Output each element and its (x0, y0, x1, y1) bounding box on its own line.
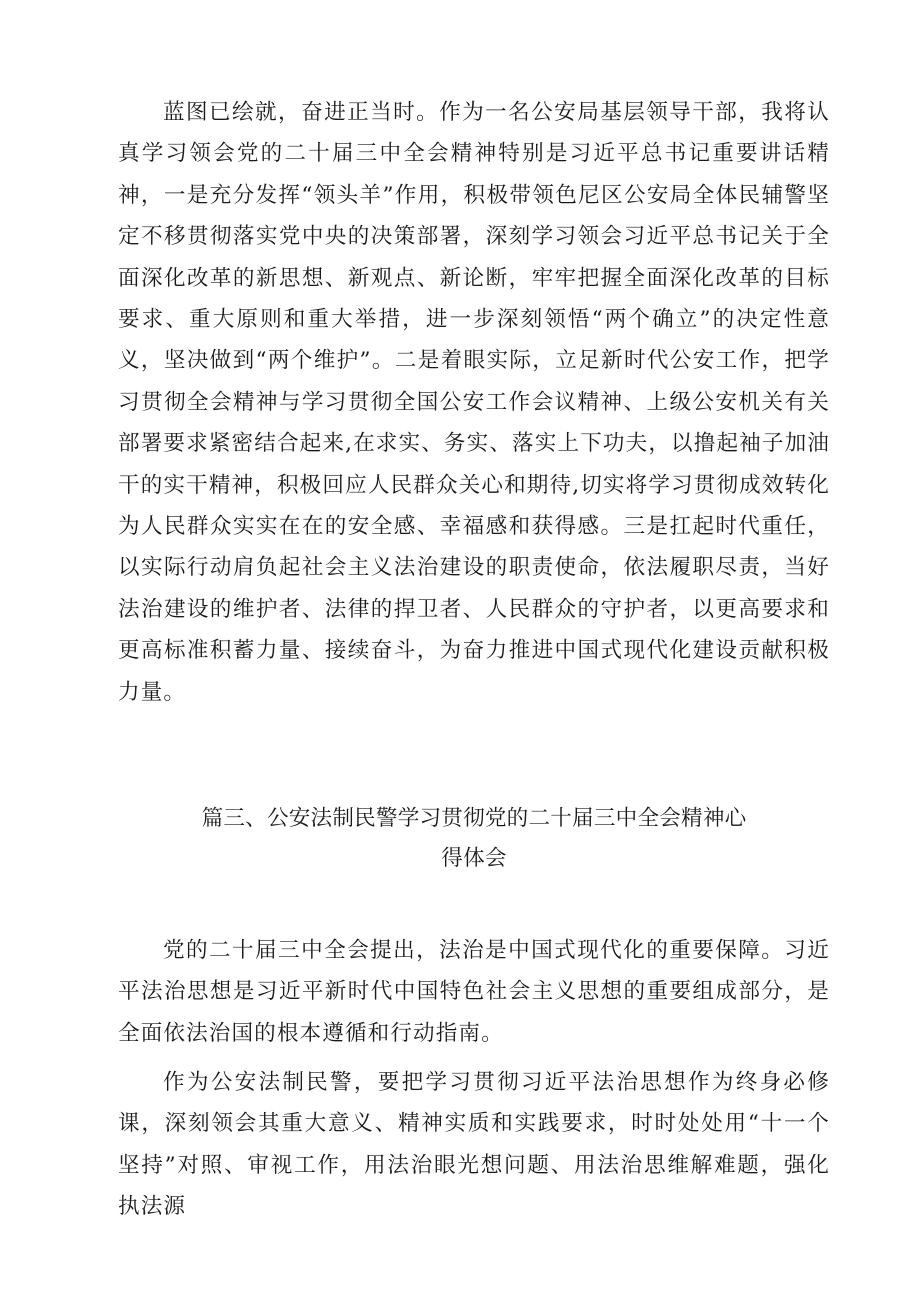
body-paragraph-3: 作为公安法制民警，要把学习贯彻习近平法治思想作为终身必修课，深刻领会其重大意义、精神实质和实践要求，时时处处用“十一个坚持”对照、审视工作，用法治眼光想问题、用法治思维解难题，强化执法源 (118, 1070, 830, 1220)
body-paragraph-1: 蓝图已绘就，奋进正当时。作为一名公安局基层领导干部，我将认真学习领会党的二十届三中全会精神特别是习近平总书记重要讲话精神，一是充分发挥“领头羊”作用，积极带领色尼区公安局全体民辅警坚定不移贯彻落实党中央的决策部署，深刻学习领会习近平总书记关于全面深化改革的新思想、新观点、新论断，牢牢把握全面深化改革的目标要求、重大原则和重大举措，进一步深刻领悟“两个确立”的决定性意义，坚决做到“两个维护”。二是着眼实际，立足新时代公安工作，把学习贯彻全会精神与学习贯彻全国公安工作会议精神、上级公安机关有关部署要求紧密结合起来,在求实、务实、落实上下功夫，以撸起袖子加油干的实干精神，积极回应人民群众关心和期待,切实将学习贯彻成效转化为人民群众实实在在的安全感、幸福感和获得感。三是扛起时代重任，以实际行动肩负起社会主义法治建设的职责使命，依法履职尽责，当好法治建设的维护者、法律的捍卫者、人民群众的守护者，以更高要求和更高标准积蓄力量、接续奋斗，为奋力推进中国式现代化建设贡献积极力量。 (118, 100, 830, 705)
section-title-line-2: 得体会 (441, 846, 507, 871)
body-paragraph-2: 党的二十届三中全会提出，法治是中国式现代化的重要保障。习近平法治思想是习近平新时代中国特色社会主义思想的重要组成部分，是全面依法治国的根本遵循和行动指南。 (118, 938, 830, 1046)
section-title-line-1: 篇三、公安法制民警学习贯彻党的二十届三中全会精神心 (201, 806, 747, 831)
